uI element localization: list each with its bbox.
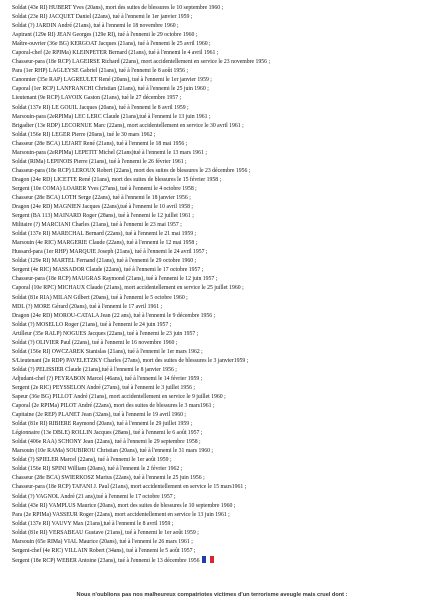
memorial-entry [12,158,416,167]
memorial-entry [12,429,416,438]
memorial-entry [12,239,416,248]
memorial-entry [12,303,416,312]
memorial-entry-text: Soldat (129e RI) MARTEL Fernand (21ans), tué à l'ennemi le 29 octobre 1960 ; [12,258,197,265]
memorial-entry-text: Sergent (10e COMA) LOARER Yves (27ans), tué à l'ennemi le 4 octobre 1958 ; [12,185,197,192]
memorial-entry-text: Soldat (?) VAGNOL André (21 ans),tué à l'ennemi le 17 octobre 1957 ; [12,493,176,500]
memorial-entry-text: Para (1er RHP) LAGLEYSE Gabriel (21ans), tué à l'ennemi le 8 août 1956 ; [12,68,189,75]
memorial-entry-text: Dragon (24e RD) MOROU-CATALA Jean (22 ans), tué à l'ennemi le 9 décembre 1956 ; [12,312,216,319]
memorial-entry [12,556,416,566]
memorial-entry-text: Canonnier (35e RAP) LAGREULET René (20ans), tué à l'ennemi le 1er janvier 1959 ; [12,77,212,84]
memorial-entry-text: Caporal (2e RPIMa) PILOT André (22ans), mort des suites de blessures le 3 mars1961 ; [12,403,215,410]
memorial-entry-text: Brigadier (13e RDP) LECORNUE Marc (22ans), mort accidentellement en service le 30 avril 1961 ; [12,122,244,129]
memorial-entry-text: Dragon (24e RD) LICETTE René (21ans), mort des suites de blessures le 15 février 1958 ; [12,176,222,183]
memorial-entry [12,393,416,402]
memorial-entry [12,284,416,293]
memorial-entry-text: Para (2e RPIMa) VASSEUR Roger (22ans), mort accidentellement en service le 13 juin 1961 ; [12,511,230,518]
memorial-entry-text: Artilleur (35e RALP) NOGUES Jacques (22ans), tué à l'ennemi le 23 juin 1957 ; [12,330,199,337]
memorial-entry [12,185,416,194]
footer-note: Nous n'oublions pas nos malheureux compatriotes victimes d'un terrorisme aveugle mais cruel dont : [76,592,348,598]
memorial-entry-text: Soldat (137e RI) LE GOUIL Jacques (20ans), tué à l'ennemi le 8 avril 1959 ; [12,104,189,111]
memorial-entry-text: Chasseur-para (18e RCP) TAFANI J. Paul (21ans), mort accidentellement en service le 15 mars1961 ; [12,484,247,491]
memorial-entry [12,456,416,465]
memorial-entry [12,502,416,511]
memorial-entry-text: Capitaine (2e REP) PLANET Jean (32ans), tué à l'ennemi le 19 avril 1960 ; [12,412,187,419]
memorial-entry-text: Soldat (RIMa) LEPINOIS Pierre (21ans), tué à l'ennemi le 26 février 1961 ; [12,158,187,165]
memorial-entry-text: Caporal (1er RCP) LANFRANCHI Christian (21ans), tué à l'ennemi le 25 juin 1960 ; [12,86,209,93]
memorial-entry-text: Marsouin-para (2eRPIMa) LEPETIT Michel (21ans)tué à l'ennemi le 13 mars 1961 ; [12,149,207,156]
memorial-entry-text: Aspirant (129e RI) JEAN Georges (129e RI), tué à l'ennemi le 29 octobre 1960 ; [12,32,198,39]
memorial-entry-text: Sergent-chef (4e RIC) VILLAIN Robert (34ans), tué à l'ennemi le 5 août 1957 ; [12,547,196,554]
memorial-entry-text: Sergent (18e RCP) WEBER Antoine (23ans), tué à l'ennemi le 13 décembre 1956 [12,557,200,564]
memorial-entry-text: Légionnaire (13e DBLE) ROLLIN Jacques (28ans), tué à l'ennemi le 6 août 1957 ; [12,430,203,437]
memorial-entry [12,520,416,529]
memorial-entry [12,176,416,185]
memorial-entry [12,465,416,474]
memorial-entry [12,221,416,230]
memorial-entry [12,375,416,384]
memorial-entry [12,330,416,339]
memorial-entry [12,212,416,221]
memorial-entry [12,4,416,13]
memorial-entry-text: Soldat (?) OLIVIER Paul (22ans), tué à l'ennemi le 16 novembre 1960 ; [12,339,178,346]
memorial-entry-text: Soldat (156e RI) OWCZAREK Stanislas (21ans), tué à l'ennemi le 1er mars 1962 ; [12,348,203,355]
memorial-entry-text: Marsouin-para (2eRPIMa) LEC LERC Claude (21ans),tué à l'ennemi le 13 juin 1961 ; [12,113,211,120]
memorial-entry-text: Sergent (2e RIC) PEYSSELON André (27ans), tué à l'ennemi le 3 juillet 1956 ; [12,384,195,391]
memorial-entry [12,511,416,520]
memorial-entry-text: Maître-ouvrier (36e BG) KERGOAT Jacques (21ans), tué à l'ennemi le 25 avril 1960 ; [12,41,211,48]
memorial-entry [12,149,416,158]
memorial-entry [12,438,416,447]
memorial-entry [12,294,416,303]
memorial-list [12,4,416,566]
memorial-entry [12,22,416,31]
memorial-entry-text: Soldat (?) JARDIN André (21ans), tué à l'ennemi le 18 novembre 1960 ; [12,23,179,30]
memorial-entry [12,321,416,330]
memorial-entry-text: Adjudant-chef (?) PEYRABON Marcel (46ans), tué à l'ennemi le 14 février 1959 ; [12,375,203,382]
memorial-entry-text: Soldat (81e RI) VERSABEAU Gustave (21ans), tué à l'ennemi le 1er août 1959 ; [12,529,199,536]
memorial-entry-text: Chasseur-para (18e RCP) LAGEIRSE Richard (22ans), mort accidentellement en service le 23 novembre 1956 ; [12,59,271,66]
memorial-entry-text: Soldat (?) MOSELLO Roger (21ans), tué à l'ennemi le 24 juin 1957 ; [12,321,172,328]
memorial-entry-text: Marsouin (65e RIMa) VIAL Maurice (20ans), tué à l'ennemi le 26 mars 1961 ; [12,538,193,545]
memorial-entry [12,13,416,22]
memorial-entry [12,312,416,321]
memorial-entry-text: Chasseur (28e BCA) LOTH Serge (22ans), tué à l'ennemi le 18 janvier 1956 ; [12,194,191,201]
memorial-entry-text: Soldat (81e RIA) MILAN Gilbert (20ans), tué à l'ennemi le 5 octobre 1960 ; [12,294,188,301]
memorial-entry-text: Chasseur-para (18e RCP) LEROUX Robert (22ans), mort des suites de blessures le 23 décembre 1956 ; [12,167,251,174]
memorial-entry-text: Chasseur (28e BCA) LEJART René (21ans), tué à l'ennemi le 18 mai 1956 ; [12,140,188,147]
memorial-entry-text: Hussard-para (1er RHP) MARQUIE Joseph (21ans), tué à l'ennemi le 24 avril 1957 ; [12,249,208,256]
memorial-entry [12,275,416,284]
memorial-entry-text: Sergent (BA 113) MAINARD Roger (28ans), tué à l'ennemi le 12 juillet 1961 ; [12,213,194,220]
memorial-entry [12,547,416,556]
memorial-entry [12,339,416,348]
memorial-entry-text: Caporal (10e RPC) MICHAUX Claude (21ans), mort accidentellement en service le 25 juillet 1960 ; [12,285,244,292]
memorial-entry [12,366,416,375]
memorial-entry [12,67,416,76]
memorial-entry-text: Dragon (24e RD) MAGNIEN Jacques (22ans),tué à l'ennemi le 10 avril 1958 ; [12,204,193,211]
memorial-entry-text: Soldat (156e RI) SPINI William (20ans), tué à l'ennemi le 2 février 1962 ; [12,466,183,473]
memorial-entry-text: Soldat (137e RI) MARECHAL Bernard (22ans), tué à l'ennemi le 21 mai 1959 ; [12,231,197,238]
memorial-entry-text: Caporal-chef (2e RPIMa) KLEINPETER Bernard (21ans), tué à l'ennemi le 4 avril 1961 ; [12,50,219,57]
memorial-entry-text: MDL (?) MORE Gérard (20ans), tué à l'ennemi le 17 avril 1961 ; [12,303,163,310]
memorial-entry-text: Chasseur-para (18e RCP) MAUGRAS Raymond (21ans), tué à l'ennemi le 12 juin 1957 ; [12,276,218,283]
memorial-entry [12,257,416,266]
memorial-entry-text: Sergent (4e RIC) MASSADOR Claude (22ans), tué à l'ennemi le 17 octobre 1957 ; [12,267,204,274]
memorial-entry-text: Militaire (?) MARCIANI Charles (21ans), tué à l'ennemi le 23 mai 1957 ; [12,222,182,229]
memorial-entry [12,529,416,538]
memorial-entry [12,230,416,239]
memorial-entry-text: Soldat (81e RI) RIBIERE Raymond (20ans), tué à l'ennemi le 29 juillet 1959 ; [12,421,193,428]
memorial-entry [12,483,416,492]
memorial-entry [12,167,416,176]
memorial-entry-text: Marsouin (4e RIC) MARGERIE Claude (22ans), tué à l'ennemi le 12 mai 1958 ; [12,240,198,247]
memorial-entry [12,411,416,420]
memorial-entry-text: S/Lieutenant (2e RDP) PAVELETZKY Charles (27ans), mort des suites de blessures le 3 janvier1959 ; [12,357,249,364]
memorial-entry-text: Marsouin (10e RAMa) SOUBIROU Christian (20ans), tué à l'ennemi le 31 mars 1960 ; [12,448,213,455]
memorial-entry-text: Soldat (?) SPIELER Marcel (22ans), tué à l'ennemi le 1er août 1959 ; [12,457,172,464]
memorial-entry-text: Chasseur (28e BCA) SWIERKOSZ Marius (22ans), tué à l'ennemi le 25 juin 1956 ; [12,475,205,482]
memorial-entry [12,266,416,275]
memorial-entry [12,348,416,357]
memorial-entry [12,493,416,502]
memorial-entry [12,76,416,85]
memorial-entry [12,203,416,212]
memorial-entry [12,58,416,67]
memorial-entry [12,384,416,393]
memorial-entry [12,113,416,122]
memorial-entry [12,40,416,49]
memorial-entry-text: Soldat (23e RI) JACQUET Daniel (22ans), tué à l'ennemi le 1er janvier 1959 ; [12,14,193,21]
memorial-entry [12,85,416,94]
memorial-entry [12,131,416,140]
memorial-entry [12,402,416,411]
memorial-entry [12,357,416,366]
memorial-entry-text: Soldat (406e RAA) SCHONY Jean (22ans), tué à l'ennemi le 29 septembre 1958 ; [12,439,201,446]
memorial-entry [12,140,416,149]
memorial-entry [12,104,416,113]
memorial-entry-text: Soldat (43e RI) HUBERT Yves (20ans), mort des suites de blessures le 10 septembre 1960 ; [12,5,224,11]
memorial-entry [12,447,416,456]
memorial-entry [12,194,416,203]
memorial-entry [12,31,416,40]
memorial-entry-text: Soldat (43e RI) VAMPLUS Maurice (20ans), mort des suites de blessures le 10 septembre 1960 ; [12,502,236,509]
memorial-entry-text: Lieutenant (9e RCP) LAVOIX Gaston (21ans), tué le 27 décembre 1957 ; [12,95,182,102]
memorial-entry [12,420,416,429]
memorial-entry-text: Soldat (?) PELISSIER Claude (21ans),tué à l'ennemi le 8 janvier 1956 ; [12,366,177,373]
memorial-entry-text: Sapeur (36e BG) PILLOT André (21ans), mort accidentellement en service le 9 juillet 1960 ; [12,394,226,401]
french-flag-icon [202,556,214,563]
memorial-entry [12,122,416,131]
memorial-entry-text: Soldat (156e RI) LEGER Pierre (20ans), tué le 30 mars 1962 ; [12,131,156,138]
memorial-entry-text: Soldat (137e RI) VAUVY Max (21ans),tué à l'ennemi le 8 avril 1959 ; [12,520,174,527]
memorial-entry [12,248,416,257]
memorial-entry [12,538,416,547]
memorial-entry [12,94,416,103]
memorial-entry [12,49,416,58]
memorial-entry [12,474,416,483]
